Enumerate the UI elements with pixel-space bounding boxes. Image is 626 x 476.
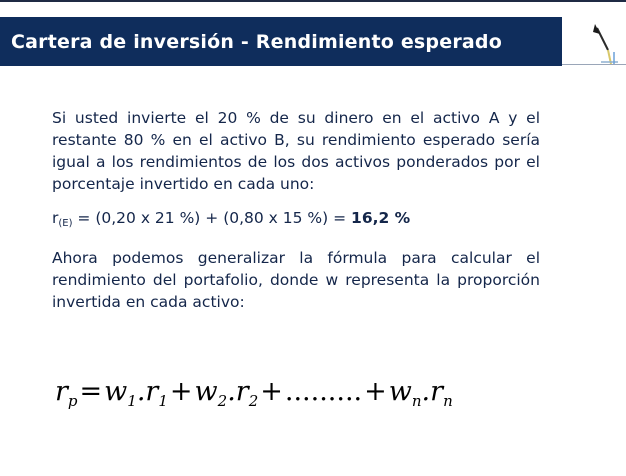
portfolio-return-formula [55,376,453,410]
formula-wn: w [388,376,412,407]
slide-title: Cartera de inversión - Rendimiento esperado [11,30,502,53]
formula-dot-1: . [136,376,146,407]
formula-wn-sub: n [411,392,422,410]
calc-result: 16,2 % [351,209,411,227]
formula-rn: r [430,376,444,407]
formula-dot-2: . [227,376,236,407]
calc-expression: = (0,20 x 21 %) + (0,80 x 15 %) = [72,209,352,227]
formula-plus-3: + [364,376,387,407]
formula-w1: w [104,376,128,407]
formula-r2-sub: 2 [248,392,259,410]
formula-plus-2: + [260,376,283,407]
slide-content [52,107,540,313]
formula-p-sub: p [67,392,78,410]
formula-r1-sub: 1 [158,392,168,410]
calc-subscript: (E) [58,218,73,229]
title-bar [0,17,562,66]
top-border-line [0,0,626,2]
formula-w2: w [194,376,218,407]
formula-ellipsis: ......... [284,376,363,407]
formula-plus-1: + [169,376,193,407]
formula-w1-sub: 1 [127,392,137,410]
paragraph-intro: Si usted invierte el 20 % de su dinero en el activo A y el restante 80 % en el activo B, su rendimiento esperado sería igual a los rendimientos de los dos activos ponderados por el porcentaje invertido en cada uno: [52,109,540,193]
formula-equals: = [79,376,103,407]
formula-w2-sub: 2 [217,392,228,410]
expected-return-calculation [52,207,540,229]
formula-r1: r [145,376,159,407]
formula-r2: r [235,376,249,407]
formula-rn-sub: n [443,392,453,410]
formula-rp: r [55,376,68,407]
pointer-cursor-icon [590,22,620,66]
paragraph-generalization: Ahora podemos generalizar la fórmula para calcular el rendimiento del portafolio, donde w representa la proporción invertida en cada activo: [52,249,540,311]
calc-r: r [52,209,59,227]
formula-dot-3: . [421,376,431,407]
